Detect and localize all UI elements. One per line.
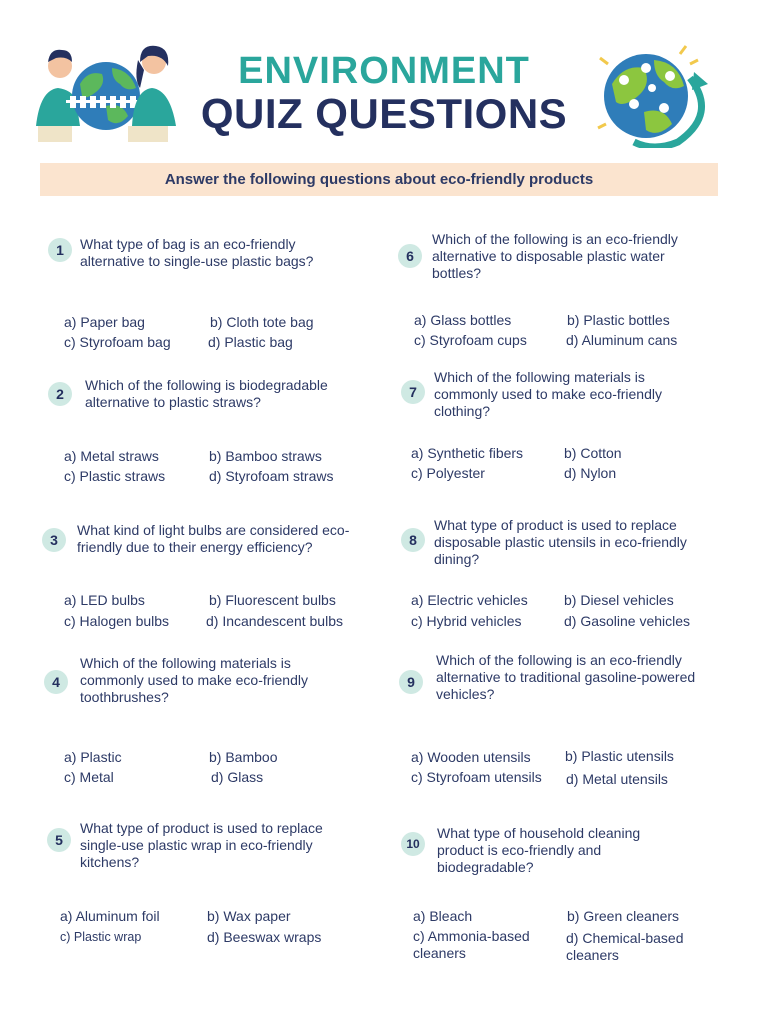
option-d: d) Gasoline vehicles	[564, 613, 691, 629]
option-a: a) Aluminum foil	[60, 908, 160, 924]
option-c: c) Metal	[64, 769, 114, 785]
question-number-badge: 1	[48, 238, 72, 262]
option-d: d) Styrofoam straws	[209, 468, 334, 484]
option-b: b) Fluorescent bulbs	[209, 592, 336, 608]
question-text: Which of the following is an eco-friendly alternative to disposable plastic water bottles?	[432, 231, 678, 281]
option-c: c) Polyester	[411, 465, 485, 481]
question-number-badge: 2	[48, 382, 72, 406]
question-number-badge: 10	[401, 832, 425, 856]
title-line-1: ENVIRONMENT	[238, 50, 530, 92]
option-a: a) Glass bottles	[414, 312, 512, 328]
option-b: b) Cotton	[564, 445, 622, 461]
question-text: What type of product is used to replace disposable plastic utensils in eco-friendly dining?	[434, 517, 687, 567]
option-b: b) Wax paper	[207, 908, 291, 924]
option-b: b) Plastic utensils	[565, 748, 674, 764]
option-b: b) Green cleaners	[567, 908, 680, 924]
option-c: c) Plastic wrap	[60, 930, 142, 944]
option-b: b) Plastic bottles	[567, 312, 670, 328]
option-d: d) Aluminum cans	[566, 332, 678, 348]
option-d: d) Chemical-based cleaners	[566, 930, 684, 963]
question-number-badge: 6	[398, 244, 422, 268]
option-a: a) Paper bag	[64, 314, 145, 330]
option-c: c) Halogen bulbs	[64, 613, 170, 629]
option-d: d) Plastic bag	[208, 334, 293, 350]
option-d: d) Nylon	[564, 465, 617, 481]
question-text: What type of household cleaning product is eco-friendly and biodegradable?	[437, 825, 641, 875]
header	[0, 0, 768, 160]
option-b: b) Cloth tote bag	[210, 314, 314, 330]
option-d: d) Metal utensils	[566, 771, 668, 787]
question-text: Which of the following materials is commonly used to make eco-friendly clothing?	[434, 369, 662, 419]
question-number-badge: 9	[399, 670, 423, 694]
globe-pins-illustration	[594, 38, 718, 148]
option-a: a) Metal straws	[64, 448, 159, 464]
option-c: c) Styrofoam cups	[414, 332, 527, 348]
question-number-badge: 4	[44, 670, 68, 694]
option-a: a) Plastic	[64, 749, 122, 765]
question-text: Which of the following is biodegradable alternative to plastic straws?	[85, 377, 328, 410]
option-c: c) Styrofoam bag	[64, 334, 171, 350]
option-b: b) Bamboo	[209, 749, 278, 765]
option-b: b) Diesel vehicles	[564, 592, 674, 608]
question-text: What type of product is used to replace single-use plastic wrap in eco-friendly kitchens?	[80, 820, 323, 870]
question-text: What kind of light bulbs are considered eco-friendly due to their energy efficiency?	[77, 522, 350, 555]
option-c: c) Ammonia-based cleaners	[413, 928, 530, 961]
question-number-badge: 5	[47, 828, 71, 852]
option-a: a) Bleach	[413, 908, 473, 924]
question-text: Which of the following materials is commonly used to make eco-friendly toothbrushes?	[80, 655, 308, 705]
question-number-badge: 8	[401, 528, 425, 552]
option-a: a) Synthetic fibers	[411, 445, 524, 461]
question-number-badge: 3	[42, 528, 66, 552]
option-b: b) Bamboo straws	[209, 448, 322, 464]
option-a: a) LED bulbs	[64, 592, 145, 608]
instructions-banner: Answer the following questions about eco-friendly products	[40, 163, 718, 196]
question-text: What type of bag is an eco-friendly alternative to single-use plastic bags?	[80, 236, 314, 269]
option-a: a) Electric vehicles	[411, 592, 528, 608]
question-text: Which of the following is an eco-friendly alternative to traditional gasoline-powered vehicles?	[436, 652, 696, 702]
title-line-2: QUIZ QUESTIONS	[200, 90, 568, 137]
option-d: d) Glass	[211, 769, 264, 785]
option-d: d) Incandescent bulbs	[206, 613, 343, 629]
option-c: c) Styrofoam utensils	[411, 769, 542, 785]
option-c: c) Hybrid vehicles	[411, 613, 522, 629]
option-c: c) Plastic straws	[64, 468, 166, 484]
question-number-badge: 7	[401, 380, 425, 404]
option-a: a) Wooden utensils	[411, 749, 531, 765]
option-d: d) Beeswax wraps	[207, 929, 322, 945]
